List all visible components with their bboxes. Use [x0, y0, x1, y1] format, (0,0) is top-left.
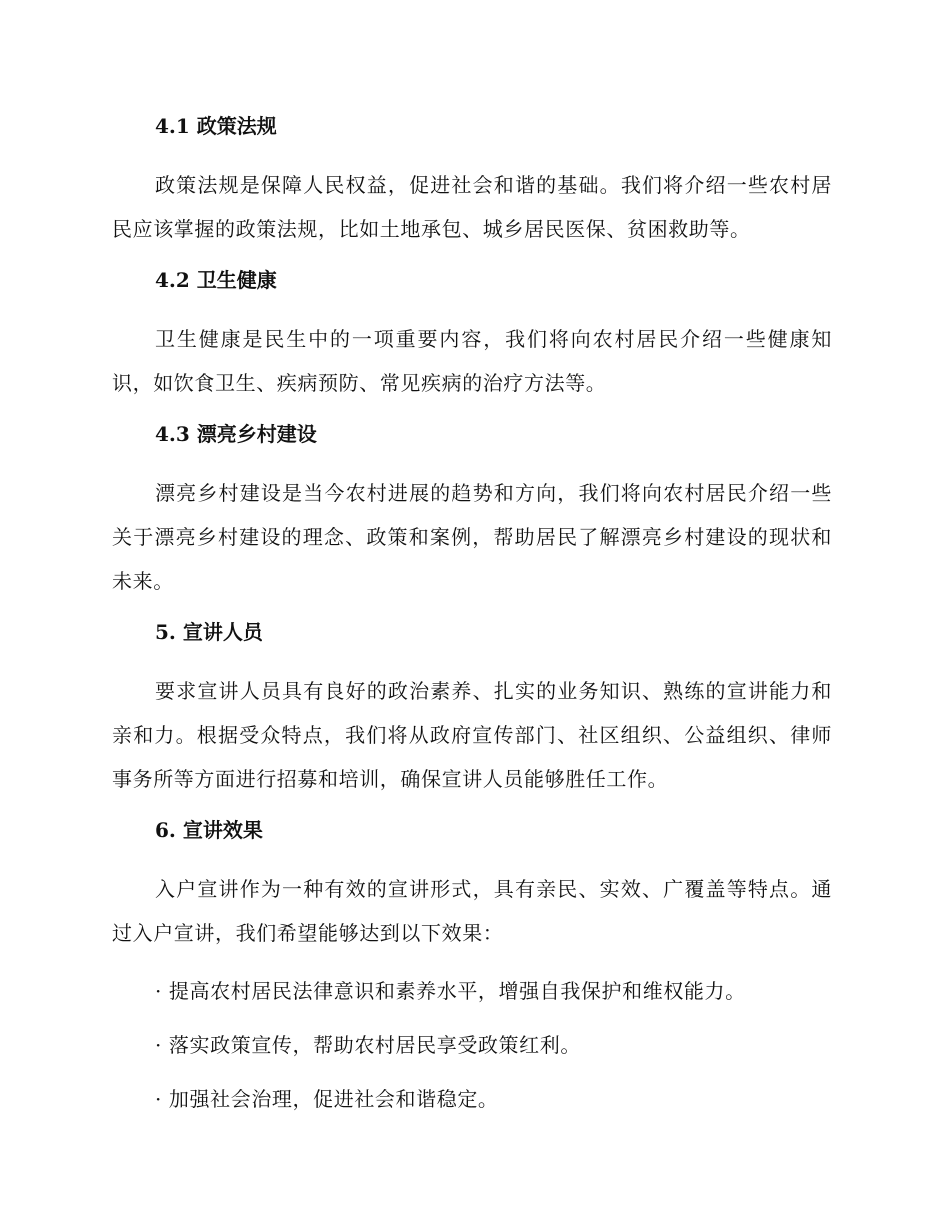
- bullet-item-2: · 落实政策宣传，帮助农村居民享受政策红利。: [155, 1033, 581, 1057]
- bullet-item-1: · 提高农村居民法律意识和素养水平，增强自我保护和维权能力。: [155, 979, 746, 1003]
- section-heading-5: 5. 宣讲人员: [155, 620, 263, 644]
- section-paragraph-4-2: 卫生健康是民生中的一项重要内容，我们将向农村居民介绍一些健康知识，如饮食卫生、疾病预防、常见疾病的治疗方法等。: [112, 327, 832, 395]
- section-paragraph-4-3: 漂亮乡村建设是当今农村进展的趋势和方向，我们将向农村居民介绍一些关于漂亮乡村建设的理念、政策和案例，帮助居民了解漂亮乡村建设的现状和未来。: [112, 481, 832, 593]
- section-heading-4-2: 4.2 卫生健康: [155, 268, 277, 292]
- section-paragraph-6: 入户宣讲作为一种有效的宣讲形式，具有亲民、实效、广覆盖等特点。通过入户宣讲，我们希望能够达到以下效果：: [112, 877, 832, 945]
- bullet-item-3: · 加强社会治理，促进社会和谐稳定。: [155, 1087, 499, 1111]
- section-heading-4-1: 4.1 政策法规: [155, 114, 277, 138]
- section-heading-6: 6. 宣讲效果: [155, 818, 263, 842]
- section-paragraph-5: 要求宣讲人员具有良好的政治素养、扎实的业务知识、熟练的宣讲能力和亲和力。根据受众特点，我们将从政府宣传部门、社区组织、公益组织、律师事务所等方面进行招募和培训，确保宣讲人员能够胜任工作。: [112, 679, 832, 791]
- document-body: [112, 111, 832, 1131]
- section-heading-4-3: 4.3 漂亮乡村建设: [155, 422, 317, 446]
- section-paragraph-4-1: 政策法规是保障人民权益，促进社会和谐的基础。我们将介绍一些农村居民应该掌握的政策法规，比如土地承包、城乡居民医保、贫困救助等。: [112, 173, 832, 241]
